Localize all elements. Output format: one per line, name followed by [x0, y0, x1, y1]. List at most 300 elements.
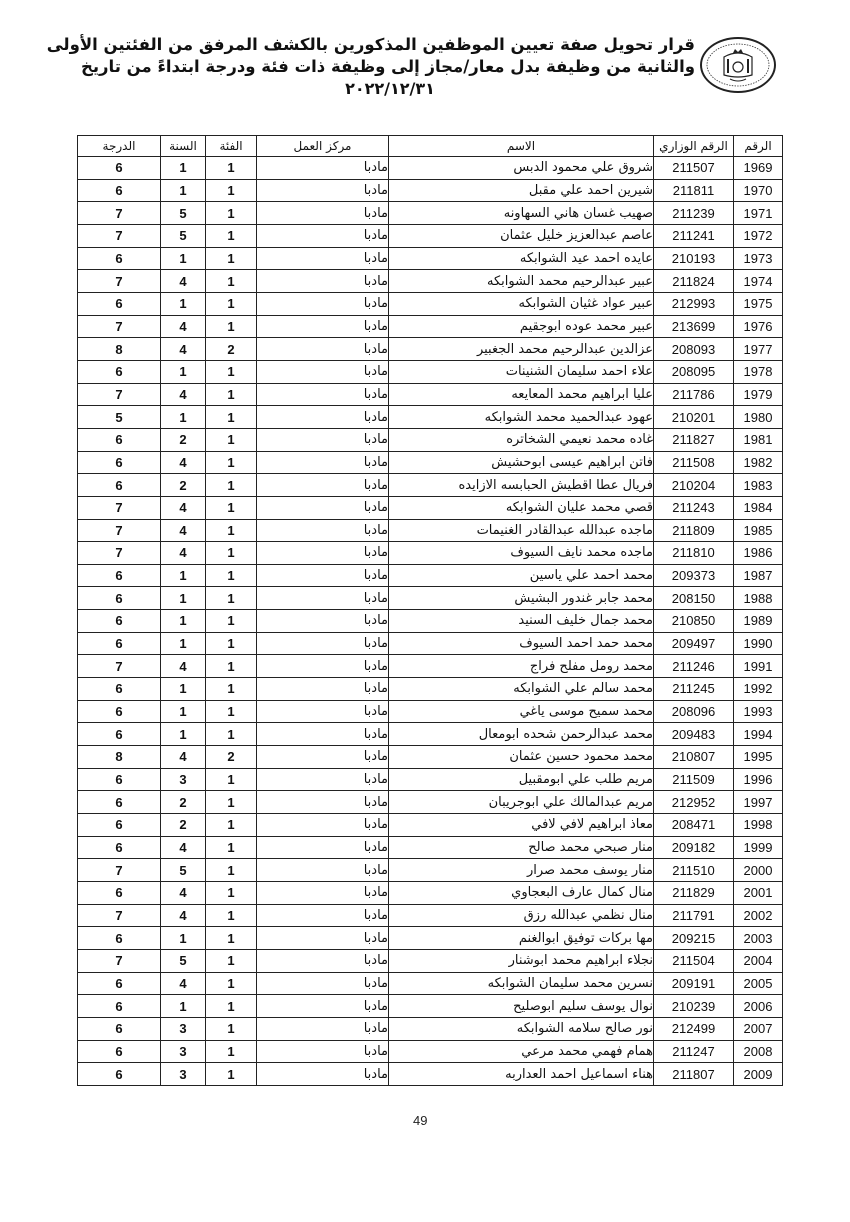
table-row [78, 406, 783, 429]
cell-work-center: مادبا [257, 768, 389, 791]
cell-number: 1996 [734, 768, 783, 791]
cell-ministry-no: 211239 [654, 202, 734, 225]
cell-grade: 7 [78, 904, 161, 927]
cell-year: 4 [161, 746, 206, 769]
cell-number: 1978 [734, 360, 783, 383]
cell-year: 1 [161, 678, 206, 701]
cell-year: 1 [161, 292, 206, 315]
cell-work-center: مادبا [257, 1040, 389, 1063]
cell-year: 2 [161, 428, 206, 451]
cell-work-center: مادبا [257, 746, 389, 769]
cell-grade: 6 [78, 882, 161, 905]
cell-work-center: مادبا [257, 360, 389, 383]
column-header-grade: الدرجة [78, 136, 161, 157]
table-row [78, 338, 783, 361]
cell-category: 2 [206, 338, 257, 361]
cell-name: محمد حمد احمد السيوف [389, 632, 654, 655]
table-row [78, 655, 783, 678]
cell-work-center: مادبا [257, 655, 389, 678]
title-date: ٢٠٢٢/١٢/٣١ [345, 79, 435, 98]
cell-category: 1 [206, 655, 257, 678]
cell-ministry-no: 211811 [654, 179, 734, 202]
cell-category: 1 [206, 179, 257, 202]
cell-category: 1 [206, 406, 257, 429]
cell-category: 1 [206, 836, 257, 859]
cell-year: 4 [161, 338, 206, 361]
cell-work-center: مادبا [257, 564, 389, 587]
cell-grade: 6 [78, 247, 161, 270]
cell-year: 1 [161, 157, 206, 180]
cell-grade: 6 [78, 587, 161, 610]
cell-ministry-no: 210239 [654, 995, 734, 1018]
cell-grade: 6 [78, 360, 161, 383]
cell-work-center: مادبا [257, 882, 389, 905]
table-row [78, 496, 783, 519]
cell-ministry-no: 211241 [654, 224, 734, 247]
cell-year: 3 [161, 768, 206, 791]
cell-ministry-no: 211827 [654, 428, 734, 451]
table-row [78, 428, 783, 451]
cell-year: 1 [161, 632, 206, 655]
cell-work-center: مادبا [257, 542, 389, 565]
cell-work-center: مادبا [257, 383, 389, 406]
cell-name: منار يوسف محمد صرار [389, 859, 654, 882]
cell-grade: 6 [78, 564, 161, 587]
table-row [78, 1040, 783, 1063]
cell-year: 2 [161, 791, 206, 814]
column-header-ministry-no: الرقم الوزاري [654, 136, 734, 157]
cell-name: عبير عواد غثيان الشوابكه [389, 292, 654, 315]
table-row [78, 610, 783, 633]
cell-ministry-no: 211791 [654, 904, 734, 927]
cell-grade: 6 [78, 292, 161, 315]
cell-number: 1977 [734, 338, 783, 361]
table-row [78, 995, 783, 1018]
cell-category: 1 [206, 247, 257, 270]
cell-year: 3 [161, 1063, 206, 1086]
cell-category: 1 [206, 678, 257, 701]
cell-number: 2004 [734, 949, 783, 972]
cell-work-center: مادبا [257, 723, 389, 746]
table-row [78, 587, 783, 610]
cell-work-center: مادبا [257, 814, 389, 837]
table-row [78, 383, 783, 406]
cell-number: 2005 [734, 972, 783, 995]
cell-grade: 6 [78, 157, 161, 180]
cell-ministry-no: 211809 [654, 519, 734, 542]
table-row [78, 949, 783, 972]
cell-name: مريم عبدالمالك علي ابوجريبان [389, 791, 654, 814]
table-row [78, 451, 783, 474]
table-row [78, 360, 783, 383]
cell-work-center: مادبا [257, 315, 389, 338]
table-row [78, 224, 783, 247]
table-row [78, 859, 783, 882]
cell-name: شروق علي محمود الدبس [389, 157, 654, 180]
cell-grade: 6 [78, 451, 161, 474]
cell-number: 1980 [734, 406, 783, 429]
cell-category: 1 [206, 927, 257, 950]
cell-category: 1 [206, 882, 257, 905]
cell-grade: 7 [78, 949, 161, 972]
cell-name: محمد رومل مفلح فراج [389, 655, 654, 678]
cell-name: نسرين محمد سليمان الشوابكه [389, 972, 654, 995]
table-row [78, 814, 783, 837]
cell-grade: 6 [78, 678, 161, 701]
table-row [78, 202, 783, 225]
cell-year: 4 [161, 451, 206, 474]
cell-number: 2002 [734, 904, 783, 927]
cell-ministry-no: 208471 [654, 814, 734, 837]
cell-year: 1 [161, 406, 206, 429]
cell-number: 2001 [734, 882, 783, 905]
cell-name: فاتن ابراهيم عيسى ابوحشيش [389, 451, 654, 474]
cell-work-center: مادبا [257, 927, 389, 950]
cell-number: 1986 [734, 542, 783, 565]
cell-name: علاء احمد سليمان الشنينات [389, 360, 654, 383]
cell-number: 1973 [734, 247, 783, 270]
cell-work-center: مادبا [257, 587, 389, 610]
cell-name: صهيب غسان هاني السهاونه [389, 202, 654, 225]
cell-number: 1994 [734, 723, 783, 746]
cell-work-center: مادبا [257, 1017, 389, 1040]
cell-number: 1969 [734, 157, 783, 180]
table-row [78, 746, 783, 769]
cell-number: 2000 [734, 859, 783, 882]
cell-year: 4 [161, 836, 206, 859]
cell-name: عليا ابراهيم محمد المعايعه [389, 383, 654, 406]
cell-name: غاده محمد نعيمي الشخاتره [389, 428, 654, 451]
cell-ministry-no: 212952 [654, 791, 734, 814]
table-row [78, 1017, 783, 1040]
cell-number: 1990 [734, 632, 783, 655]
cell-ministry-no: 209182 [654, 836, 734, 859]
cell-ministry-no: 212499 [654, 1017, 734, 1040]
cell-work-center: مادبا [257, 610, 389, 633]
page-number: 49 [413, 1113, 428, 1128]
cell-ministry-no: 211807 [654, 1063, 734, 1086]
cell-number: 1985 [734, 519, 783, 542]
cell-year: 2 [161, 474, 206, 497]
table-row [78, 678, 783, 701]
cell-number: 2007 [734, 1017, 783, 1040]
cell-ministry-no: 211510 [654, 859, 734, 882]
cell-category: 1 [206, 451, 257, 474]
cell-grade: 6 [78, 723, 161, 746]
table-row [78, 270, 783, 293]
cell-work-center: مادبا [257, 836, 389, 859]
document-title [46, 34, 695, 100]
table-row [78, 927, 783, 950]
table-row [78, 542, 783, 565]
cell-number: 1982 [734, 451, 783, 474]
cell-grade: 7 [78, 859, 161, 882]
cell-grade: 6 [78, 428, 161, 451]
cell-work-center: مادبا [257, 202, 389, 225]
cell-ministry-no: 211507 [654, 157, 734, 180]
cell-grade: 6 [78, 995, 161, 1018]
cell-ministry-no: 213699 [654, 315, 734, 338]
cell-grade: 7 [78, 519, 161, 542]
cell-category: 1 [206, 292, 257, 315]
cell-number: 2009 [734, 1063, 783, 1086]
cell-number: 1998 [734, 814, 783, 837]
table-row [78, 700, 783, 723]
cell-year: 4 [161, 655, 206, 678]
cell-category: 1 [206, 700, 257, 723]
cell-year: 3 [161, 1040, 206, 1063]
table-row [78, 882, 783, 905]
cell-number: 1987 [734, 564, 783, 587]
cell-work-center: مادبا [257, 632, 389, 655]
cell-ministry-no: 211810 [654, 542, 734, 565]
cell-name: مها بركات توفيق ابوالغنم [389, 927, 654, 950]
cell-name: همام فهمي محمد مرعي [389, 1040, 654, 1063]
cell-number: 1993 [734, 700, 783, 723]
cell-ministry-no: 211824 [654, 270, 734, 293]
cell-ministry-no: 210807 [654, 746, 734, 769]
table-row [78, 632, 783, 655]
column-header-name: الاسم [389, 136, 654, 157]
cell-year: 4 [161, 904, 206, 927]
cell-work-center: مادبا [257, 700, 389, 723]
cell-number: 2006 [734, 995, 783, 1018]
cell-year: 4 [161, 519, 206, 542]
cell-year: 1 [161, 360, 206, 383]
cell-number: 1972 [734, 224, 783, 247]
cell-year: 1 [161, 700, 206, 723]
cell-category: 1 [206, 360, 257, 383]
cell-name: نوال يوسف سليم ابوصليح [389, 995, 654, 1018]
cell-ministry-no: 211246 [654, 655, 734, 678]
title-line-2: والثانية من وظيفة بدل معار/مجاز إلى وظيفة ذات فئة ودرجة ابتداءً من تاريخ [80, 57, 695, 76]
cell-ministry-no: 209215 [654, 927, 734, 950]
cell-ministry-no: 211245 [654, 678, 734, 701]
cell-category: 1 [206, 723, 257, 746]
cell-ministry-no: 211243 [654, 496, 734, 519]
cell-ministry-no: 208096 [654, 700, 734, 723]
cell-name: محمد جمال خليف السنيد [389, 610, 654, 633]
cell-work-center: مادبا [257, 904, 389, 927]
cell-work-center: مادبا [257, 949, 389, 972]
table-row [78, 519, 783, 542]
cell-category: 1 [206, 791, 257, 814]
cell-category: 1 [206, 224, 257, 247]
cell-grade: 5 [78, 406, 161, 429]
cell-grade: 7 [78, 202, 161, 225]
cell-number: 1997 [734, 791, 783, 814]
cell-ministry-no: 208150 [654, 587, 734, 610]
table-row [78, 723, 783, 746]
cell-work-center: مادبا [257, 791, 389, 814]
cell-work-center: مادبا [257, 179, 389, 202]
cell-number: 1991 [734, 655, 783, 678]
cell-grade: 7 [78, 496, 161, 519]
cell-ministry-no: 211504 [654, 949, 734, 972]
table-row [78, 1063, 783, 1086]
table-row [78, 972, 783, 995]
cell-number: 1983 [734, 474, 783, 497]
cell-category: 1 [206, 496, 257, 519]
cell-year: 1 [161, 587, 206, 610]
cell-grade: 6 [78, 814, 161, 837]
cell-name: شيرين احمد علي مقبل [389, 179, 654, 202]
cell-grade: 6 [78, 610, 161, 633]
cell-grade: 6 [78, 1040, 161, 1063]
column-header-number: الرقم [734, 136, 783, 157]
cell-year: 5 [161, 859, 206, 882]
cell-name: عايده احمد عيد الشوابكه [389, 247, 654, 270]
cell-year: 1 [161, 995, 206, 1018]
cell-number: 1971 [734, 202, 783, 225]
table-row [78, 904, 783, 927]
cell-grade: 7 [78, 383, 161, 406]
cell-grade: 6 [78, 972, 161, 995]
cell-name: محمد احمد علي ياسين [389, 564, 654, 587]
cell-year: 1 [161, 247, 206, 270]
cell-category: 1 [206, 859, 257, 882]
cell-grade: 6 [78, 179, 161, 202]
cell-grade: 6 [78, 632, 161, 655]
cell-work-center: مادبا [257, 338, 389, 361]
cell-work-center: مادبا [257, 270, 389, 293]
cell-number: 1992 [734, 678, 783, 701]
cell-category: 1 [206, 1063, 257, 1086]
cell-year: 4 [161, 270, 206, 293]
cell-ministry-no: 211247 [654, 1040, 734, 1063]
cell-category: 1 [206, 610, 257, 633]
cell-name: محمد عبدالرحمن شحده ابومعال [389, 723, 654, 746]
cell-name: عبير عبدالرحيم محمد الشوابكه [389, 270, 654, 293]
table-row [78, 474, 783, 497]
cell-name: منار صبحي محمد صالح [389, 836, 654, 859]
cell-name: فريال عطا اقطيش الحبابسه الازايده [389, 474, 654, 497]
cell-ministry-no: 208093 [654, 338, 734, 361]
table-row [78, 157, 783, 180]
cell-category: 1 [206, 202, 257, 225]
cell-name: عاصم عبدالعزيز خليل عثمان [389, 224, 654, 247]
cell-category: 1 [206, 270, 257, 293]
cell-work-center: مادبا [257, 859, 389, 882]
cell-category: 1 [206, 519, 257, 542]
cell-name: عهود عبدالحميد محمد الشوابكه [389, 406, 654, 429]
cell-grade: 8 [78, 338, 161, 361]
table-row [78, 292, 783, 315]
cell-grade: 6 [78, 791, 161, 814]
table-row [78, 564, 783, 587]
cell-ministry-no: 212993 [654, 292, 734, 315]
cell-work-center: مادبا [257, 247, 389, 270]
cell-category: 1 [206, 1040, 257, 1063]
cell-grade: 7 [78, 315, 161, 338]
cell-work-center: مادبا [257, 406, 389, 429]
table-row [78, 247, 783, 270]
cell-ministry-no: 210850 [654, 610, 734, 633]
cell-ministry-no: 210193 [654, 247, 734, 270]
cell-grade: 6 [78, 474, 161, 497]
cell-work-center: مادبا [257, 519, 389, 542]
cell-category: 2 [206, 746, 257, 769]
cell-number: 1999 [734, 836, 783, 859]
cell-category: 1 [206, 814, 257, 837]
ministry-emblem-seal [700, 37, 776, 93]
cell-category: 1 [206, 564, 257, 587]
cell-grade: 8 [78, 746, 161, 769]
cell-name: منال نظمي عبدالله رزق [389, 904, 654, 927]
table-row [78, 768, 783, 791]
table-row [78, 791, 783, 814]
cell-number: 1984 [734, 496, 783, 519]
cell-name: معاذ ابراهيم لافي لافي [389, 814, 654, 837]
cell-ministry-no: 209483 [654, 723, 734, 746]
cell-work-center: مادبا [257, 451, 389, 474]
cell-work-center: مادبا [257, 157, 389, 180]
cell-name: عبير محمد عوده ابوجقيم [389, 315, 654, 338]
cell-year: 1 [161, 564, 206, 587]
cell-number: 1970 [734, 179, 783, 202]
cell-year: 3 [161, 1017, 206, 1040]
cell-category: 1 [206, 157, 257, 180]
cell-grade: 6 [78, 836, 161, 859]
cell-grade: 6 [78, 927, 161, 950]
cell-category: 1 [206, 428, 257, 451]
cell-name: محمد سميح موسى ياغي [389, 700, 654, 723]
cell-name: منال كمال عارف البعجاوي [389, 882, 654, 905]
cell-number: 1974 [734, 270, 783, 293]
column-header-category: الفئة [206, 136, 257, 157]
cell-name: هناء اسماعيل احمد العداربه [389, 1063, 654, 1086]
cell-work-center: مادبا [257, 474, 389, 497]
cell-name: نجلاء ابراهيم محمد ابوشنار [389, 949, 654, 972]
cell-name: قصي محمد عليان الشوابكه [389, 496, 654, 519]
cell-ministry-no: 211509 [654, 768, 734, 791]
cell-category: 1 [206, 542, 257, 565]
cell-year: 5 [161, 202, 206, 225]
cell-number: 1981 [734, 428, 783, 451]
cell-year: 4 [161, 496, 206, 519]
cell-grade: 6 [78, 768, 161, 791]
cell-number: 1976 [734, 315, 783, 338]
cell-number: 2003 [734, 927, 783, 950]
column-header-work-center: مركز العمل [257, 136, 389, 157]
cell-category: 1 [206, 632, 257, 655]
employees-table [77, 135, 783, 1086]
cell-category: 1 [206, 1017, 257, 1040]
cell-year: 5 [161, 224, 206, 247]
cell-year: 1 [161, 927, 206, 950]
cell-work-center: مادبا [257, 678, 389, 701]
cell-name: محمد جابر غندور البشيش [389, 587, 654, 610]
cell-year: 1 [161, 723, 206, 746]
cell-name: ماجده محمد نايف السيوف [389, 542, 654, 565]
cell-work-center: مادبا [257, 428, 389, 451]
table-row [78, 315, 783, 338]
cell-name: نور صالح سلامه الشوابكه [389, 1017, 654, 1040]
cell-grade: 7 [78, 224, 161, 247]
cell-year: 4 [161, 383, 206, 406]
cell-year: 4 [161, 315, 206, 338]
cell-name: ماجده عبدالله عبدالقادر الغنيمات [389, 519, 654, 542]
cell-work-center: مادبا [257, 972, 389, 995]
cell-category: 1 [206, 995, 257, 1018]
cell-ministry-no: 211829 [654, 882, 734, 905]
table-header-row [78, 136, 783, 157]
cell-category: 1 [206, 315, 257, 338]
cell-grade: 7 [78, 270, 161, 293]
cell-work-center: مادبا [257, 496, 389, 519]
cell-ministry-no: 209497 [654, 632, 734, 655]
cell-category: 1 [206, 949, 257, 972]
